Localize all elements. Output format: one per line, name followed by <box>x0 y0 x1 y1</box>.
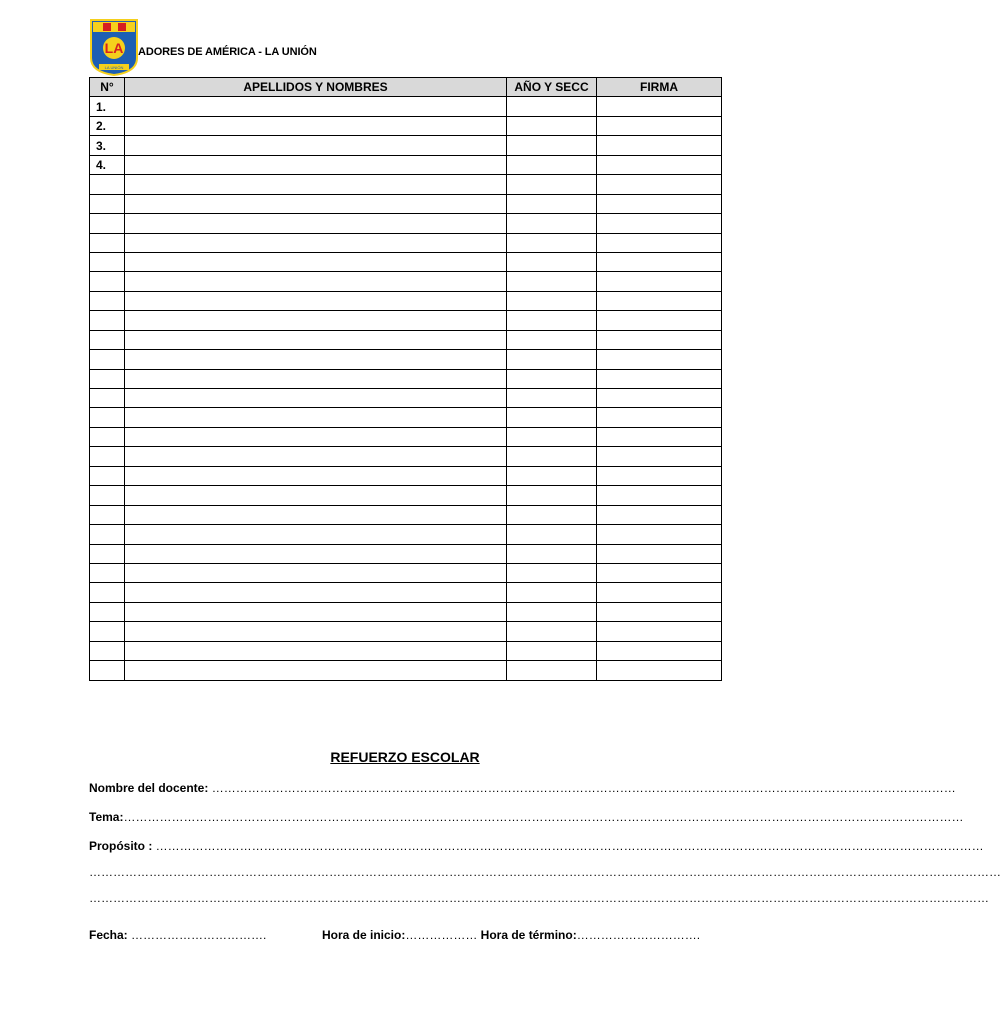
table-row <box>90 136 722 155</box>
dotted-fill: …………………………. <box>576 928 701 942</box>
cell-signature[interactable] <box>597 369 722 388</box>
cell-grade-section[interactable] <box>507 214 597 233</box>
dotted-fill: ……………………………………………………………………………………………………………………………………………………………………………………… <box>155 839 984 853</box>
cell-grade-section[interactable] <box>507 583 597 602</box>
cell-grade-section[interactable] <box>507 272 597 291</box>
cell-grade-section[interactable] <box>507 155 597 174</box>
school-name: ADORES DE AMÉRICA - LA UNIÓN <box>138 46 317 58</box>
cell-number: 4. <box>90 155 125 174</box>
table-row <box>90 427 722 446</box>
cell-signature[interactable] <box>597 583 722 602</box>
dotted-fill: …………………………………………………………………………………………………………………………………………………………………… <box>211 781 956 795</box>
cell-number <box>90 233 125 252</box>
cell-grade-section[interactable] <box>507 622 597 641</box>
cell-number <box>90 563 125 582</box>
cell-grade-section[interactable] <box>507 486 597 505</box>
cell-names[interactable] <box>125 311 507 330</box>
cell-grade-section[interactable] <box>507 311 597 330</box>
cell-number <box>90 214 125 233</box>
cell-number <box>90 369 125 388</box>
table-row <box>90 311 722 330</box>
cell-number <box>90 641 125 660</box>
table-row <box>90 408 722 427</box>
cell-signature[interactable] <box>597 116 722 135</box>
end-time-label: Hora de término: <box>477 928 577 942</box>
date-field[interactable] <box>89 928 266 942</box>
cell-names[interactable] <box>125 252 507 271</box>
cell-signature[interactable] <box>597 466 722 485</box>
table-row <box>90 525 722 544</box>
cell-number <box>90 447 125 466</box>
column-header-number: N° <box>90 78 125 97</box>
dotted-fill: ………………………………………………………………………………………………………………………………………………………………………………………………………… <box>89 865 1001 879</box>
start-time-label: Hora de inicio: <box>322 928 406 942</box>
dotted-fill: ……………… <box>405 928 478 942</box>
cell-grade-section[interactable] <box>507 252 597 271</box>
column-header-grade-section: AÑO Y SECC <box>507 78 597 97</box>
cell-number <box>90 350 125 369</box>
table-row <box>90 214 722 233</box>
dotted-fill: ……………………………. <box>131 928 267 942</box>
cell-grade-section[interactable] <box>507 291 597 310</box>
table-row <box>90 194 722 213</box>
cell-number: 2. <box>90 116 125 135</box>
cell-signature[interactable] <box>597 602 722 621</box>
cell-names[interactable] <box>125 602 507 621</box>
cell-names[interactable] <box>125 622 507 641</box>
cell-signature[interactable] <box>597 214 722 233</box>
table-row <box>90 447 722 466</box>
column-header-names: APELLIDOS Y NOMBRES <box>125 78 507 97</box>
cell-names[interactable] <box>125 214 507 233</box>
cell-grade-section[interactable] <box>507 447 597 466</box>
purpose-continuation-line-2[interactable] <box>89 891 989 905</box>
cell-names[interactable] <box>125 291 507 310</box>
cell-signature[interactable] <box>597 233 722 252</box>
table-row <box>90 389 722 408</box>
cell-number <box>90 175 125 194</box>
cell-names[interactable] <box>125 116 507 135</box>
cell-signature[interactable] <box>597 622 722 641</box>
table-row <box>90 563 722 582</box>
table-row <box>90 466 722 485</box>
cell-number <box>90 194 125 213</box>
cell-number <box>90 408 125 427</box>
cell-number: 1. <box>90 97 125 116</box>
time-fields[interactable] <box>322 928 700 942</box>
cell-number <box>90 525 125 544</box>
cell-signature[interactable] <box>597 155 722 174</box>
cell-number <box>90 272 125 291</box>
cell-signature[interactable] <box>597 330 722 349</box>
cell-signature[interactable] <box>597 486 722 505</box>
cell-names[interactable] <box>125 466 507 485</box>
cell-number <box>90 544 125 563</box>
cell-signature[interactable] <box>597 291 722 310</box>
cell-names[interactable] <box>125 661 507 680</box>
cell-names[interactable] <box>125 389 507 408</box>
cell-names[interactable] <box>125 350 507 369</box>
cell-grade-section[interactable] <box>507 233 597 252</box>
cell-signature[interactable] <box>597 175 722 194</box>
cell-signature[interactable] <box>597 661 722 680</box>
cell-signature[interactable] <box>597 136 722 155</box>
logo-letters: LA <box>104 40 124 56</box>
table-row <box>90 661 722 680</box>
table-row <box>90 97 722 116</box>
table-row <box>90 544 722 563</box>
table-row <box>90 155 722 174</box>
purpose-field[interactable] <box>89 839 984 853</box>
cell-number: 3. <box>90 136 125 155</box>
cell-grade-section[interactable] <box>507 505 597 524</box>
cell-number <box>90 661 125 680</box>
purpose-label: Propósito : <box>89 839 156 853</box>
cell-signature[interactable] <box>597 544 722 563</box>
cell-number <box>90 466 125 485</box>
cell-signature[interactable] <box>597 311 722 330</box>
cell-signature[interactable] <box>597 563 722 582</box>
table-row <box>90 486 722 505</box>
table-row <box>90 272 722 291</box>
cell-grade-section[interactable] <box>507 563 597 582</box>
cell-number <box>90 622 125 641</box>
cell-number <box>90 330 125 349</box>
cell-names[interactable] <box>125 583 507 602</box>
cell-names[interactable] <box>125 447 507 466</box>
table-row <box>90 369 722 388</box>
cell-number <box>90 389 125 408</box>
table-row <box>90 233 722 252</box>
cell-names[interactable] <box>125 486 507 505</box>
table-row <box>90 641 722 660</box>
cell-signature[interactable] <box>597 194 722 213</box>
cell-names[interactable] <box>125 194 507 213</box>
cell-names[interactable] <box>125 155 507 174</box>
cell-grade-section[interactable] <box>507 641 597 660</box>
cell-names[interactable] <box>125 427 507 446</box>
cell-grade-section[interactable] <box>507 602 597 621</box>
cell-number <box>90 505 125 524</box>
cell-grade-section[interactable] <box>507 369 597 388</box>
cell-names[interactable] <box>125 369 507 388</box>
cell-names[interactable] <box>125 641 507 660</box>
table-row <box>90 602 722 621</box>
cell-grade-section[interactable] <box>507 661 597 680</box>
section-title: REFUERZO ESCOLAR <box>330 749 480 765</box>
cell-grade-section[interactable] <box>507 97 597 116</box>
table-row <box>90 583 722 602</box>
cell-grade-section[interactable] <box>507 427 597 446</box>
school-logo <box>89 18 139 76</box>
cell-signature[interactable] <box>597 408 722 427</box>
cell-number <box>90 427 125 446</box>
cell-grade-section[interactable] <box>507 175 597 194</box>
cell-names[interactable] <box>125 330 507 349</box>
cell-number <box>90 311 125 330</box>
cell-signature[interactable] <box>597 447 722 466</box>
cell-names[interactable] <box>125 97 507 116</box>
cell-names[interactable] <box>125 505 507 524</box>
cell-signature[interactable] <box>597 389 722 408</box>
cell-names[interactable] <box>125 233 507 252</box>
cell-grade-section[interactable] <box>507 408 597 427</box>
cell-signature[interactable] <box>597 427 722 446</box>
cell-number <box>90 486 125 505</box>
cell-names[interactable] <box>125 408 507 427</box>
dotted-fill: ………………………………………………………………………………………………………………………………………………………………………………………… <box>123 810 964 824</box>
cell-signature[interactable] <box>597 272 722 291</box>
cell-grade-section[interactable] <box>507 194 597 213</box>
table-row <box>90 330 722 349</box>
table-row <box>90 505 722 524</box>
cell-number <box>90 291 125 310</box>
cell-grade-section[interactable] <box>507 389 597 408</box>
topic-label: Tema: <box>89 810 124 824</box>
cell-signature[interactable] <box>597 641 722 660</box>
purpose-continuation-line-1[interactable] <box>89 865 1001 879</box>
cell-grade-section[interactable] <box>507 350 597 369</box>
cell-grade-section[interactable] <box>507 525 597 544</box>
cell-names[interactable] <box>125 544 507 563</box>
table-row <box>90 350 722 369</box>
cell-grade-section[interactable] <box>507 136 597 155</box>
cell-grade-section[interactable] <box>507 330 597 349</box>
cell-names[interactable] <box>125 136 507 155</box>
cell-names[interactable] <box>125 525 507 544</box>
cell-signature[interactable] <box>597 350 722 369</box>
cell-number <box>90 583 125 602</box>
cell-names[interactable] <box>125 272 507 291</box>
teacher-name-label: Nombre del docente: <box>89 781 212 795</box>
dotted-fill: ……………………………………………………………………………………………………………………………………………………………………………………………………… <box>89 891 989 905</box>
cell-grade-section[interactable] <box>507 544 597 563</box>
cell-number <box>90 252 125 271</box>
date-label: Fecha: <box>89 928 132 942</box>
logo-caption: LA UNIÓN <box>104 65 124 70</box>
cell-signature[interactable] <box>597 505 722 524</box>
cell-signature[interactable] <box>597 252 722 271</box>
cell-names[interactable] <box>125 563 507 582</box>
cell-grade-section[interactable] <box>507 116 597 135</box>
table-row <box>90 291 722 310</box>
topic-field[interactable] <box>89 810 964 824</box>
cell-names[interactable] <box>125 175 507 194</box>
cell-number <box>90 602 125 621</box>
table-row <box>90 252 722 271</box>
table-row <box>90 622 722 641</box>
cell-signature[interactable] <box>597 525 722 544</box>
column-header-signature: FIRMA <box>597 78 722 97</box>
table-row <box>90 175 722 194</box>
attendance-table <box>89 77 722 681</box>
table-row <box>90 116 722 135</box>
cell-signature[interactable] <box>597 97 722 116</box>
table-header-row <box>90 78 722 97</box>
cell-grade-section[interactable] <box>507 466 597 485</box>
teacher-name-field[interactable] <box>89 781 956 795</box>
